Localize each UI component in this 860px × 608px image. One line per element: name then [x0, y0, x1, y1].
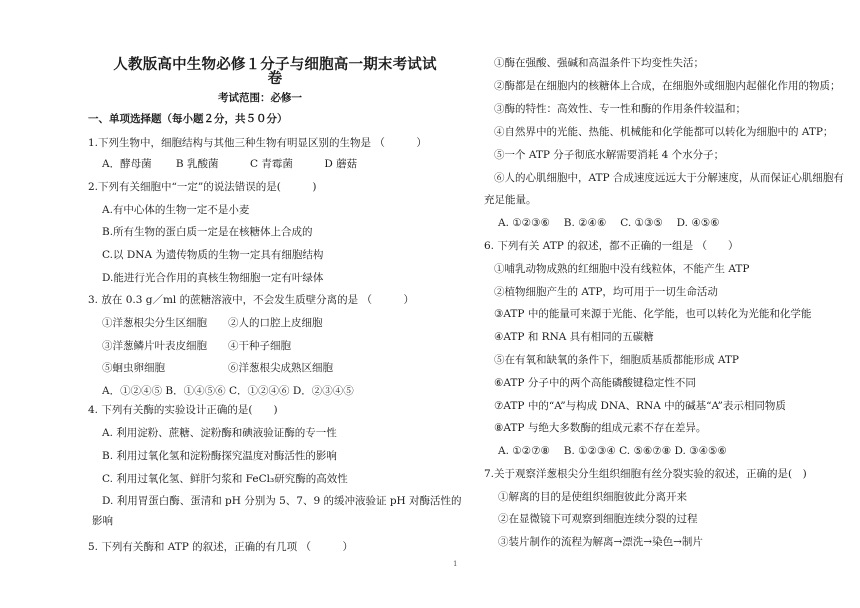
option-line: D.能进行光合作用的真核生物细胞一定有叶绿体	[102, 272, 324, 284]
option-line: 影响	[92, 515, 113, 527]
page-title: 人教版高中生物必修１分子与细胞高一期末考试试卷	[113, 57, 437, 87]
option-line: C.以 DNA 为遗传物质的生物一定具有细胞结构	[102, 249, 324, 261]
statement-line: ④ATP 和 RNA 具有相同的五碳糖	[494, 331, 654, 343]
question-line: 3. 放在 0.3 g／ml 的蔗糖溶液中，不会发生质壁分离的是 （ ）	[88, 294, 414, 306]
option-line: A.有中心体的生物一定不是小麦	[102, 204, 250, 216]
statement-line: ③ATP 中的能量可来源于光能、化学能，也可以转化为光能和化学能	[494, 308, 812, 320]
statement-line: 充足能量。	[484, 194, 537, 206]
statement-line: ①解离的目的是使组织细胞彼此分离开来	[498, 491, 687, 503]
option-line: A．酵母菌 B 乳酸菌 C 青霉菌 D 蘑菇	[102, 158, 358, 170]
statement-line: ⑥人的心肌细胞中，ATP 合成速度远远大于分解速度，从而保证心肌细胞有	[494, 172, 844, 184]
option-line: A. ①②③⑥ B. ②④⑥ C. ①③⑤ D. ④⑤⑥	[498, 217, 720, 229]
statement-line: ③酶的特性：高效性、专一性和酶的作用条件较温和；	[494, 103, 746, 115]
section-heading: 一、单项选择题（每小题２分，共５０分）	[88, 113, 288, 125]
question-line: 6. 下列有关 ATP 的叙述，都不正确的一组是 （ ）	[484, 240, 739, 252]
statement-line: ⑤一个 ATP 分子彻底水解需要消耗 4 个水分子；	[494, 149, 725, 161]
question-line: 2.下列有关细胞中“一定”的说法错误的是( )	[88, 181, 317, 193]
statement-line: ②在显微镜下可观察到细胞连续分裂的过程	[498, 513, 698, 525]
statement-line: ⑧ATP 与绝大多数酶的组成元素不存在差异。	[494, 422, 707, 434]
question-line: 4. 下列有关酶的实验设计正确的是( )	[88, 404, 278, 416]
statement-line: ⑦ATP 中的“A”与构成 DNA、RNA 中的碱基“A”表示相同物质	[494, 400, 786, 412]
option-line: ⑤蛔虫卵细胞 ⑥洋葱根尖成熟区细胞	[102, 362, 333, 374]
statement-line: ⑥ATP 分子中的两个高能磷酸键稳定性不同	[494, 377, 696, 389]
question-line: 1.下列生物中，细胞结构与其他三种生物有明显区别的生物是 （ ）	[88, 137, 427, 149]
statement-line: ③装片制作的流程为解离→漂洗→染色→制片	[498, 536, 703, 548]
statement-line: ④自然界中的光能、热能、机械能和化学能都可以转化为细胞中的 ATP；	[494, 126, 834, 138]
option-line: B. 利用过氧化氢和淀粉酶探究温度对酶活性的影响	[102, 450, 337, 462]
option-line: A. ①②⑦⑧ B. ①②③④ C. ⑤⑥⑦⑧ D. ③④⑤⑥	[498, 445, 727, 457]
statement-line: ①酶在强酸、强碱和高温条件下均变性失活；	[494, 57, 704, 69]
statement-line: ②酶都是在细胞内的核糖体上合成，在细胞外或细胞内起催化作用的物质；	[494, 80, 841, 92]
option-line: ③洋葱鳞片叶表皮细胞 ④干种子细胞	[102, 340, 291, 352]
option-line: A．①②④⑤ B．①④⑤⑥ C．①②④⑥ D．②③④⑤	[102, 385, 354, 397]
question-line: 5. 下列有关酶和 ATP 的叙述，正确的有几项 （ ）	[88, 541, 353, 553]
option-line: C. 利用过氧化氢、鲜肝匀浆和 FeCl₃研究酶的高效性	[102, 473, 348, 485]
option-line: A. 利用淀粉、蔗糖、淀粉酶和碘液验证酶的专一性	[102, 427, 337, 439]
page-number: 1	[453, 560, 458, 568]
statement-line: ②植物细胞产生的 ATP，均可用于一切生命活动	[494, 286, 718, 298]
statement-line: ①哺乳动物成熟的红细胞中没有线粒体，不能产生 ATP	[494, 263, 750, 275]
option-line: ①洋葱根尖分生区细胞 ②人的口腔上皮细胞	[102, 317, 323, 329]
question-line: 7.关于观察洋葱根尖分生组织细胞有丝分裂实验的叙述，正确的是( )	[484, 468, 807, 480]
exam-scope: 考试范围：必修一	[218, 92, 302, 104]
option-line: D. 利用胃蛋白酶、蛋清和 pH 分别为 5、7、9 的缓冲液验证 pH 对酶活性的	[102, 495, 462, 507]
option-line: B.所有生物的蛋白质一定是在核糖体上合成的	[102, 226, 313, 238]
statement-line: ⑤在有氧和缺氧的条件下，细胞质基质都能形成 ATP	[494, 354, 739, 366]
